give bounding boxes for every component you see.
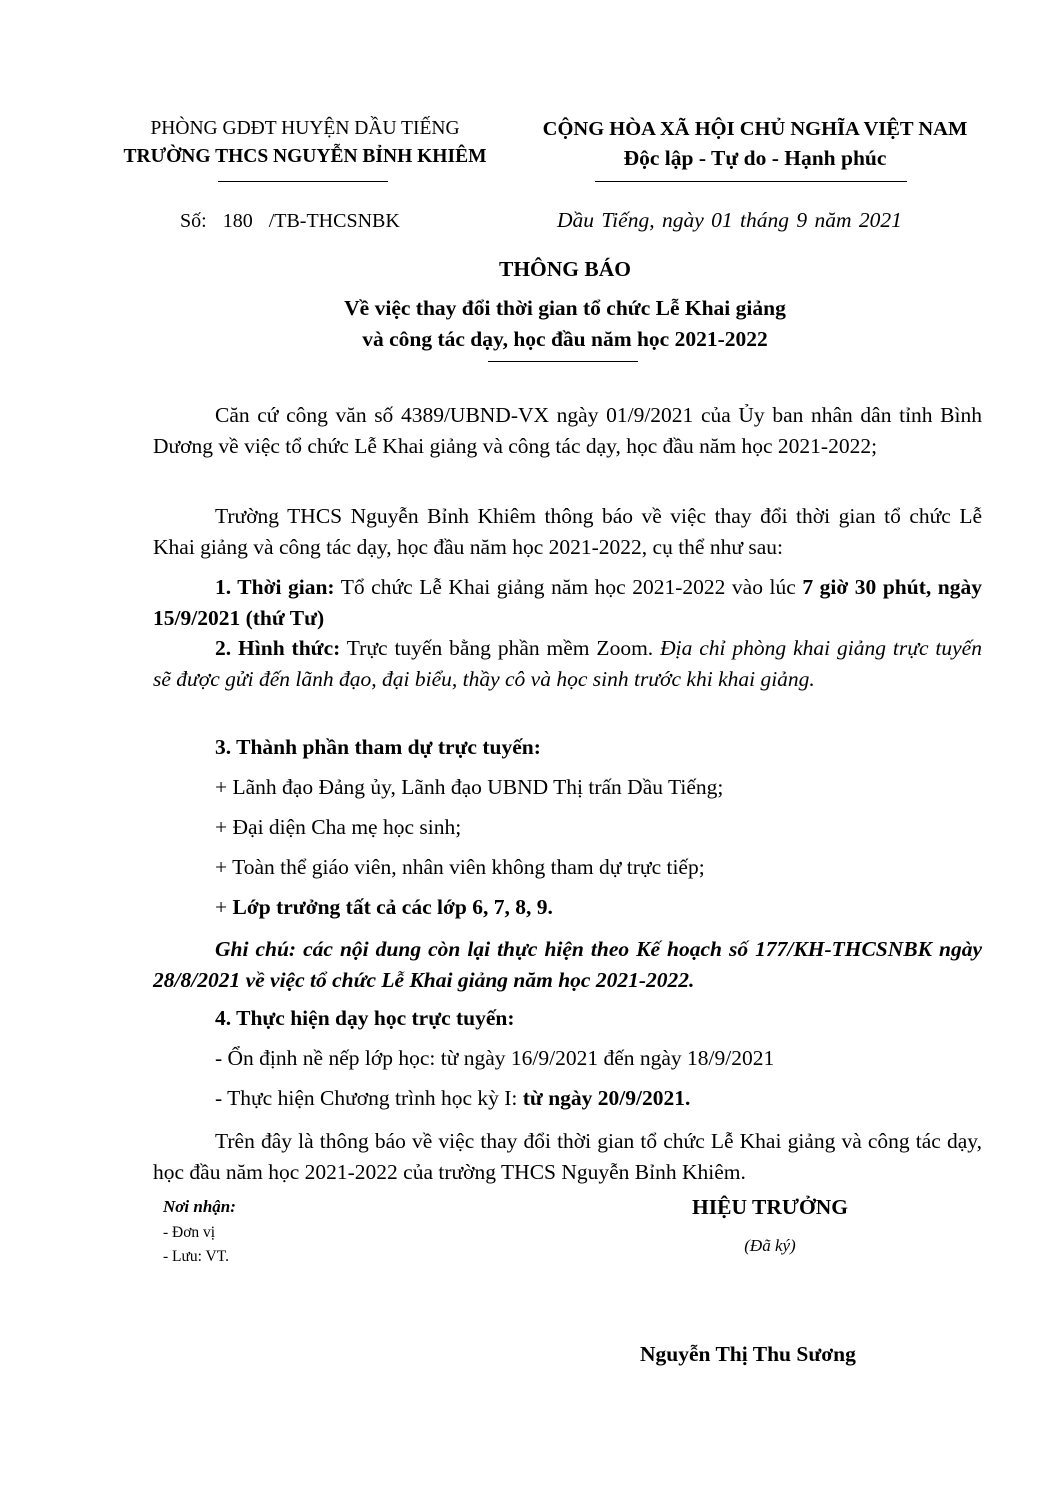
republic-name: CỘNG HÒA XÃ HỘI CHỦ NGHĨA VIỆT NAM [542, 118, 968, 140]
signed-status: (Đã ký) [744, 1236, 796, 1255]
section-participants-label: 3. Thành phần tham dự trực tuyến: [215, 735, 541, 759]
header-left-underline [218, 181, 388, 182]
document-number: Số: 180 /TB-THCSNBK [180, 210, 400, 232]
paragraph-announcement: Trường THCS Nguyễn Bỉnh Khiêm thông báo về việc thay đổi thời gian tổ chức Lễ Khai giảng và công tác dạy, học đầu năm học 2021-2022, cụ thể như sau: [153, 504, 982, 559]
document-title: THÔNG BÁO [498, 257, 631, 281]
participant-item: + Đại diện Cha mẹ học sinh; [215, 815, 462, 839]
recipient-item: - Đơn vị [163, 1224, 216, 1241]
document-date: Dầu Tiếng, ngày 01 tháng 9 năm 2021 [557, 208, 902, 232]
participant-item-class-monitors: + Lớp trưởng tất cả các lớp 6, 7, 8, 9. [215, 895, 553, 919]
school-name: TRƯỜNG THCS NGUYỄN BỈNH KHIÊM [123, 146, 487, 167]
section-format: 2. Hình thức: Trực tuyến bằng phần mềm Zoom. Địa chỉ phòng khai giảng trực tuyến sẽ được gửi đến lãnh đạo, đại biểu, thầy cô và học sinh trước khi khai giảng. [153, 636, 982, 691]
note-paragraph: Ghi chú: các nội dung còn lại thực hiện theo Kế hoạch số 177/KH-THCSNBK ngày 28/8/2021 về việc tổ chức Lễ Khai giảng năm học 2021-2022. [153, 937, 982, 992]
signer-name: Nguyễn Thị Thu Sương [640, 1342, 856, 1366]
recipients-label: Nơi nhận: [163, 1197, 236, 1216]
title-underline [488, 361, 638, 362]
section-online-teaching-label: 4. Thực hiện dạy học trực tuyến: [215, 1006, 515, 1030]
document-subtitle-line1: Về việc thay đổi thời gian tổ chức Lễ Khai giảng [344, 296, 786, 320]
document-subtitle-line2: và công tác dạy, học đầu năm học 2021-2022 [362, 327, 768, 351]
teaching-item-stabilize: - Ổn định nề nếp lớp học: từ ngày 16/9/2021 đến ngày 18/9/2021 [215, 1046, 775, 1070]
national-motto: Độc lập - Tự do - Hạnh phúc [623, 146, 887, 170]
closing-paragraph: Trên đây là thông báo về việc thay đổi thời gian tổ chức Lễ Khai giảng và công tác dạy, học đầu năm học 2021-2022 của trường THCS Nguyễn Bỉnh Khiêm. [153, 1129, 982, 1184]
zoom-room-note: Địa chỉ phòng khai giảng trực tuyến sẽ được gửi đến lãnh đạo, đại biểu, thầy cô và học sinh trước khi khai giảng. [153, 636, 982, 691]
teaching-item-program: - Thực hiện Chương trình học kỳ I: từ ngày 20/9/2021. [215, 1086, 691, 1110]
section-time: 1. Thời gian: Tổ chức Lễ Khai giảng năm học 2021-2022 vào lúc 7 giờ 30 phút, ngày 15/9/2021 (thứ Tư) [153, 575, 982, 630]
recipient-item: - Lưu: VT. [163, 1248, 229, 1265]
department-name: PHÒNG GDĐT HUYỆN DẦU TIẾNG [150, 118, 460, 139]
ceremony-datetime: 7 giờ 30 phút, ngày 15/9/2021 (thứ Tư) [153, 575, 982, 630]
paragraph-legal-basis: Căn cứ công văn số 4389/UBND-VX ngày 01/9/2021 của Ủy ban nhân dân tỉnh Bình Dương về việc tổ chức Lễ Khai giảng và công tác dạy, học đầu năm học 2021-2022; [153, 403, 982, 458]
section-time-label: 1. Thời gian: [215, 575, 335, 599]
signer-title: HIỆU TRƯỞNG [692, 1195, 848, 1219]
header-right-underline [595, 181, 907, 182]
section-format-label: 2. Hình thức: [215, 636, 341, 660]
participant-item: + Toàn thể giáo viên, nhân viên không tham dự trực tiếp; [215, 855, 705, 879]
participant-item: + Lãnh đạo Đảng ủy, Lãnh đạo UBND Thị trấn Dầu Tiếng; [215, 775, 724, 799]
